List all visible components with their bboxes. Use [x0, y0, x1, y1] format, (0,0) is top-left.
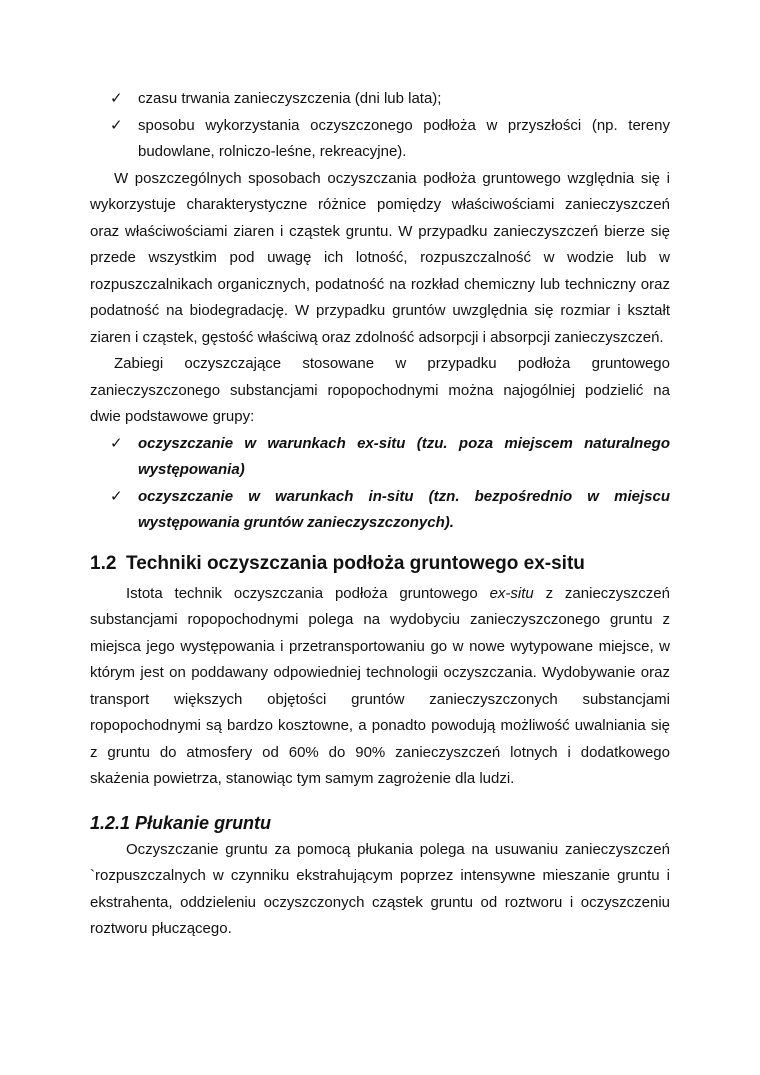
paragraph-criteria: W poszczególnych sposobach oczyszczania podłoża gruntowego względnia się i wykorzystuje charakterystyczne różnice pomiędzy właściwościami zanieczyszczeń oraz właściwościami ziaren i cząstek gruntu. W przypadku zanieczyszczeń bierze się przede wszystkim pod uwagę ich lotność, rozpuszczalność w wodzie lub w rozpuszczalnikach organicznych, podatność na rozkład chemiczny lub techniczny oraz podatność na biodegradację. W przypadku gruntów uwzględnia się rozmiar i kształt ziaren i cząstek, gęstość właściwą oraz zdolność adsorpcji i absorpcji zanieczyszczeń.: [90, 169, 670, 346]
paragraph-groups-intro: Zabiegi oczyszczające stosowane w przypadku podłoża gruntowego zanieczyszczonego substancjami ropopochodnymi można najogólniej podzielić na dwie podstawowe grupy:: [90, 355, 670, 425]
italic-term: ex-situ: [489, 584, 534, 602]
paragraph-ex-situ: Istota technik oczyszczania podłoża gruntowego ex-situ z zanieczyszczeń substancjami ropopochodnymi polega na wydobyciu zanieczyszczonego gruntu z miejsca jego występowania i przetransportowaniu go w nowe wytypowane miejsce, w którym jest on poddawany odpowiedniej technologii oczyszczania. Wydobywanie oraz transport większych objętości gruntów zanieczyszczonych substancjami ropopochodnymi są bardzo kosztowne, a ponadto powodują możliwość uwalniania się z gruntu do atmosfery od 60% do 90% zanieczyszczeń lotnych i dodatkowego skażenia powietrza, stanowiąc tym samym zagrożenie dla ludzi.: [90, 584, 670, 787]
list-item: [90, 86, 670, 113]
checkmark-icon: ✓: [110, 90, 123, 107]
list-item-text: sposobu wykorzystania oczyszczonego podłoża w przyszłości (np. tereny budowlane, rolniczo-leśne, rekreacyjne).: [138, 116, 670, 160]
section-heading: [90, 549, 670, 579]
checkmark-icon: ✓: [110, 434, 123, 452]
list-item-text: oczyszczanie w warunkach ex-situ (tzu. poza miejscem naturalnego występowania): [138, 434, 670, 478]
document-page: [90, 86, 670, 943]
list-item: [90, 431, 670, 484]
subsection-heading: 1.2.1 Płukanie gruntu: [90, 812, 272, 833]
list-item: [90, 484, 670, 537]
checkmark-icon: ✓: [110, 116, 123, 134]
list-item: [90, 113, 670, 166]
list-item-text: oczyszczanie w warunkach in-situ (tzn. bezpośrednio w miejscu występowania gruntów zanieczyszczonych).: [138, 487, 670, 531]
section-title: Techniki oczyszczania podłoża gruntowego ex-situ: [126, 552, 585, 574]
list-item-text: czasu trwania zanieczyszczenia (dni lub lata);: [138, 90, 442, 107]
paragraph-washing: Oczyszczanie gruntu za pomocą płukania polega na usuwaniu zanieczyszczeń `rozpuszczalnych w czynniku ekstrahującym poprzez intensywne mieszanie gruntu i ekstrahenta, oddzieleniu oczyszczonych cząstek gruntu od roztworu i oczyszczeniu roztworu płuczącego.: [90, 840, 670, 937]
section-number: 1.2: [90, 552, 117, 574]
checkmark-icon: ✓: [110, 487, 123, 505]
